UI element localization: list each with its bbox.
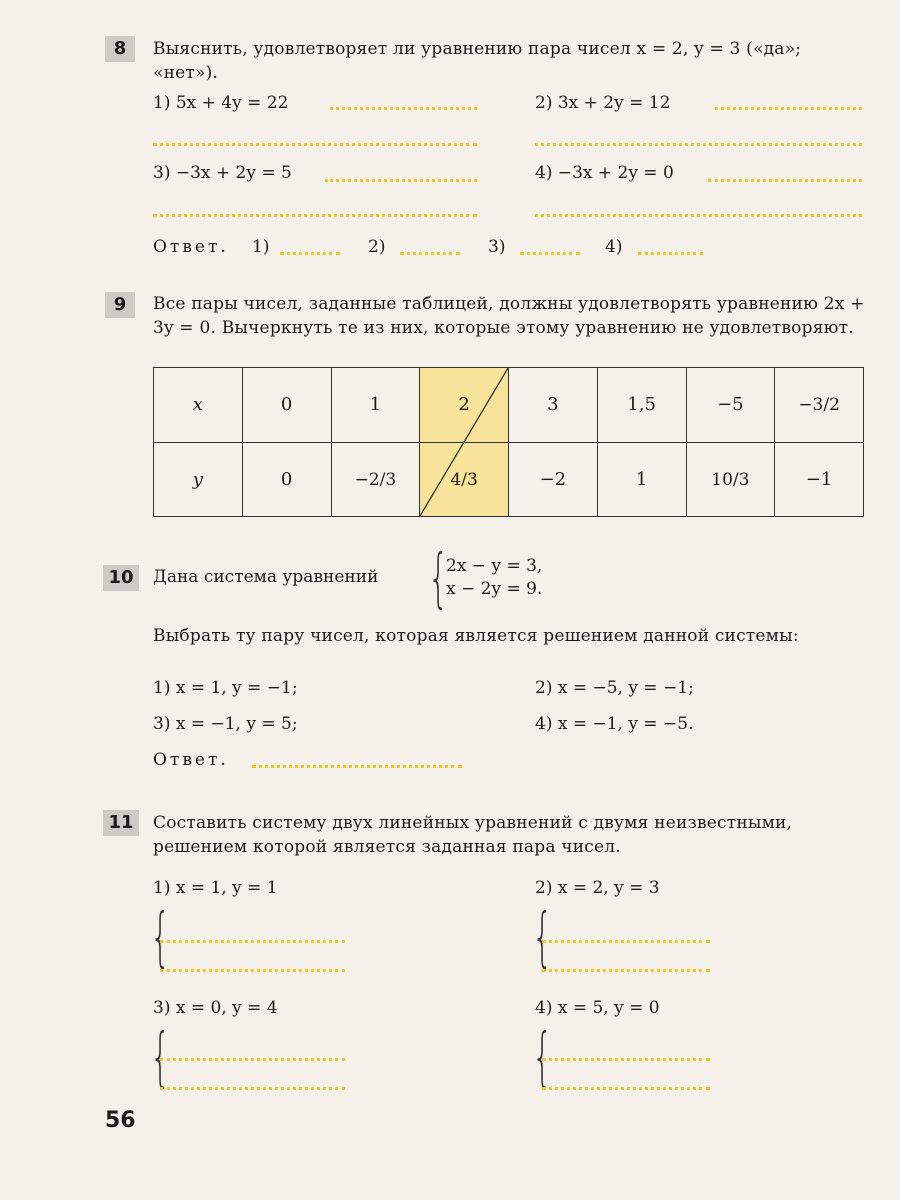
exercise-10-prompt: Дана система уравнений: [153, 567, 379, 587]
answer-line[interactable]: [542, 1058, 710, 1061]
option-4[interactable]: 4) x = −1, y = −5.: [535, 714, 694, 734]
answer-line[interactable]: [400, 252, 460, 255]
answer-line[interactable]: [542, 1087, 710, 1090]
cell-value: 2: [458, 394, 470, 416]
answer-line[interactable]: [325, 179, 477, 182]
table-cell[interactable]: 3: [509, 368, 598, 443]
fraction-value: 4/3: [450, 469, 478, 490]
system-equations: [446, 555, 542, 601]
answer-slot-label: 1): [252, 237, 270, 257]
exercise-number-8: 8: [105, 36, 135, 62]
equation-1: 2x − y = 3,: [446, 556, 543, 576]
table-cell[interactable]: 0: [242, 368, 331, 443]
answer-line[interactable]: [542, 969, 710, 972]
ex11-item-3: 3) x = 0, y = 4: [153, 998, 278, 1018]
table-cell[interactable]: 1,5: [597, 368, 686, 443]
table-cell[interactable]: −5: [686, 368, 775, 443]
table-cell[interactable]: −2: [509, 442, 598, 517]
ex11-item-4: 4) x = 5, y = 0: [535, 998, 660, 1018]
ex8-item-4: 4) −3x + 2y = 0: [535, 163, 674, 183]
strike-line: [419, 367, 509, 517]
exercise-8-prompt: Выяснить, удовлетворяет ли уравнению пара чисел x = 2, y = 3 («да»; «нет»).: [153, 39, 802, 83]
answer-line[interactable]: [535, 143, 862, 146]
answer-slot-label: 2): [368, 237, 386, 257]
table-cell[interactable]: 0: [242, 442, 331, 517]
answer-line[interactable]: [330, 107, 477, 110]
table-cell[interactable]: 1: [331, 368, 420, 443]
answer-line[interactable]: [160, 940, 345, 943]
fraction-value: −3/2: [798, 395, 840, 416]
system-brace: {: [532, 1021, 553, 1095]
system-brace: {: [428, 542, 449, 616]
system-brace: {: [150, 1021, 171, 1095]
option-2[interactable]: 2) x = −5, y = −1;: [535, 678, 694, 698]
table-cell[interactable]: [331, 442, 420, 517]
row-label-y: y: [192, 468, 203, 490]
exercise-number-9: 9: [105, 292, 135, 318]
answer-line[interactable]: [638, 252, 703, 255]
page-number: 56: [105, 1108, 136, 1133]
answer-line[interactable]: [153, 214, 477, 217]
table-cell[interactable]: [775, 368, 864, 443]
exercise-10-question: Выбрать ту пару чисел, которая является решением данной системы:: [153, 626, 799, 646]
exercise-number-11: 11: [103, 810, 139, 836]
answer-line[interactable]: [520, 252, 580, 255]
answer-line[interactable]: [252, 765, 462, 768]
answer-line[interactable]: [535, 214, 862, 217]
option-1[interactable]: 1) x = 1, y = −1;: [153, 678, 298, 698]
ex11-item-1: 1) x = 1, y = 1: [153, 878, 278, 898]
answer-line[interactable]: [160, 969, 345, 972]
answer-slot-label: 4): [605, 237, 623, 257]
equation-2: x − 2y = 9.: [446, 579, 543, 599]
ex8-item-3: 3) −3x + 2y = 5: [153, 163, 292, 183]
ex8-answer-label: Ответ.: [153, 237, 229, 257]
answer-line[interactable]: [160, 1087, 345, 1090]
table-cell[interactable]: 1: [597, 442, 686, 517]
exercise-9-prompt: Все пары чисел, заданные таблицей, должны удовлетворять уравнению 2x + 3y = 0. Вычеркнуть те из них, которые этому уравнению не удовлетворяют.: [153, 294, 865, 338]
answer-line[interactable]: [160, 1058, 345, 1061]
answer-line[interactable]: [280, 252, 340, 255]
fraction-value: 10/3: [711, 469, 750, 490]
answer-line[interactable]: [153, 143, 477, 146]
system-brace: {: [150, 901, 171, 975]
answer-line[interactable]: [542, 940, 710, 943]
option-3[interactable]: 3) x = −1, y = 5;: [153, 714, 298, 734]
exercise-11-prompt: Составить систему двух линейных уравнений с двумя неизвестными, решением которой является заданная пара чисел.: [153, 813, 793, 857]
row-label-x: x: [192, 394, 203, 416]
fraction-value: −2/3: [354, 469, 397, 490]
table-cell[interactable]: −1: [775, 442, 864, 517]
ex8-item-1: 1) 5x + 4y = 22: [153, 93, 289, 113]
answer-line[interactable]: [715, 107, 862, 110]
ex10-answer-label: Ответ.: [153, 750, 229, 770]
system-brace: {: [532, 901, 553, 975]
answer-line[interactable]: [708, 179, 862, 182]
table-cell[interactable]: [686, 442, 775, 517]
answer-slot-label: 3): [488, 237, 506, 257]
ex8-item-2: 2) 3x + 2y = 12: [535, 93, 671, 113]
exercise-number-10: 10: [103, 565, 139, 591]
ex11-item-2: 2) x = 2, y = 3: [535, 878, 660, 898]
